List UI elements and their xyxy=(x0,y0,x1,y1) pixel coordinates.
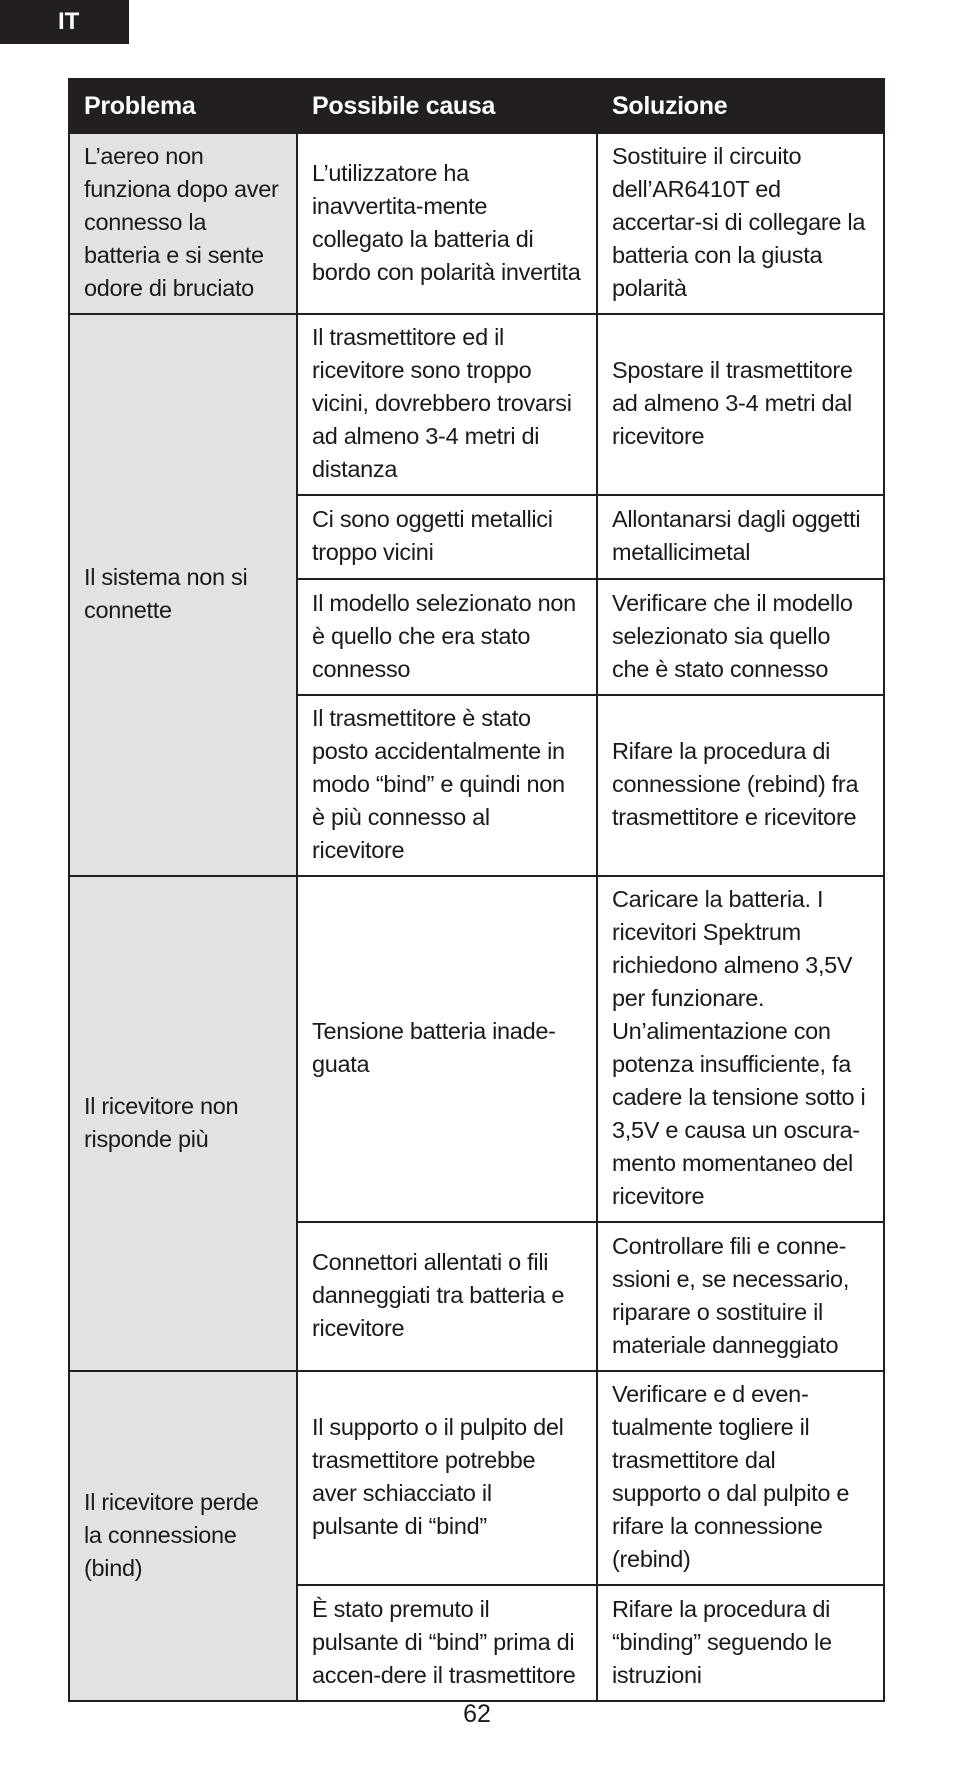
cause-cell: Il supporto o il pulpito del trasmettitore potrebbe aver schiacciato il pulsante di “bind” xyxy=(297,1371,597,1585)
solution-cell: Controllare fili e conne-ssioni e, se necessario, riparare o sostituire il materiale danneggiato xyxy=(597,1222,884,1371)
problem-cell: Il ricevitore non risponde più xyxy=(69,876,297,1371)
table-body xyxy=(69,133,884,1701)
troubleshooting-table xyxy=(68,78,885,1702)
problem-cell: L’aereo non funziona dopo aver connesso la batteria e si sente odore di bruciato xyxy=(69,133,297,314)
cause-cell: L’utilizzatore ha inavvertita-mente collegato la batteria di bordo con polarità invertita xyxy=(297,133,597,314)
cause-cell: Il trasmettitore ed il ricevitore sono troppo vicini, dovrebbero trovarsi ad almeno 3-4 metri di distanza xyxy=(297,314,597,495)
cause-cell: Connettori allentati o fili danneggiati tra batteria e ricevitore xyxy=(297,1222,597,1371)
cause-cell: Il modello selezionato non è quello che era stato connesso xyxy=(297,579,597,695)
cause-cell: Il trasmettitore è stato posto accidentalmente in modo “bind” e quindi non è più connesso al ricevitore xyxy=(297,695,597,876)
table-row xyxy=(69,876,884,1222)
solution-cell: Allontanarsi dagli oggetti metallicimetal xyxy=(597,495,884,579)
page-number: 62 xyxy=(463,1700,491,1728)
language-tab: IT xyxy=(0,0,129,44)
table-header xyxy=(69,79,884,133)
solution-cell: Spostare il trasmettitore ad almeno 3-4 metri dal ricevitore xyxy=(597,314,884,495)
table-row xyxy=(69,1371,884,1585)
solution-cell: Verificare che il modello selezionato sia quello che è stato connesso xyxy=(597,579,884,695)
header-solution: Soluzione xyxy=(597,79,884,133)
problem-cell: Il sistema non si connette xyxy=(69,314,297,876)
cause-cell: Tensione batteria inade-guata xyxy=(297,876,597,1222)
solution-cell: Verificare e d even-tualmente togliere il trasmettitore dal supporto o dal pulpito e rifare la connessione (rebind) xyxy=(597,1371,884,1585)
header-problem: Problema xyxy=(69,79,297,133)
cause-cell: Ci sono oggetti metallici troppo vicini xyxy=(297,495,597,579)
solution-cell: Rifare la procedura di “binding” seguendo le istruzioni xyxy=(597,1585,884,1701)
solution-cell: Rifare la procedura di connessione (rebind) fra trasmettitore e ricevitore xyxy=(597,695,884,876)
header-row xyxy=(69,79,884,133)
cause-cell: È stato premuto il pulsante di “bind” prima di accen-dere il trasmettitore xyxy=(297,1585,597,1701)
header-cause: Possibile causa xyxy=(297,79,597,133)
solution-cell: Caricare la batteria. I ricevitori Spektrum richiedono almeno 3,5V per funzionare. Un’alimentazione con potenza insufficiente, fa cadere la tensione sotto i 3,5V e causa un oscura-mento momentaneo del ricevitore xyxy=(597,876,884,1222)
problem-cell: Il ricevitore perde la connessione (bind) xyxy=(69,1371,297,1701)
table-row xyxy=(69,314,884,495)
solution-cell: Sostituire il circuito dell’AR6410T ed accertar-si di collegare la batteria con la giusta polarità xyxy=(597,133,884,314)
table-row xyxy=(69,133,884,314)
